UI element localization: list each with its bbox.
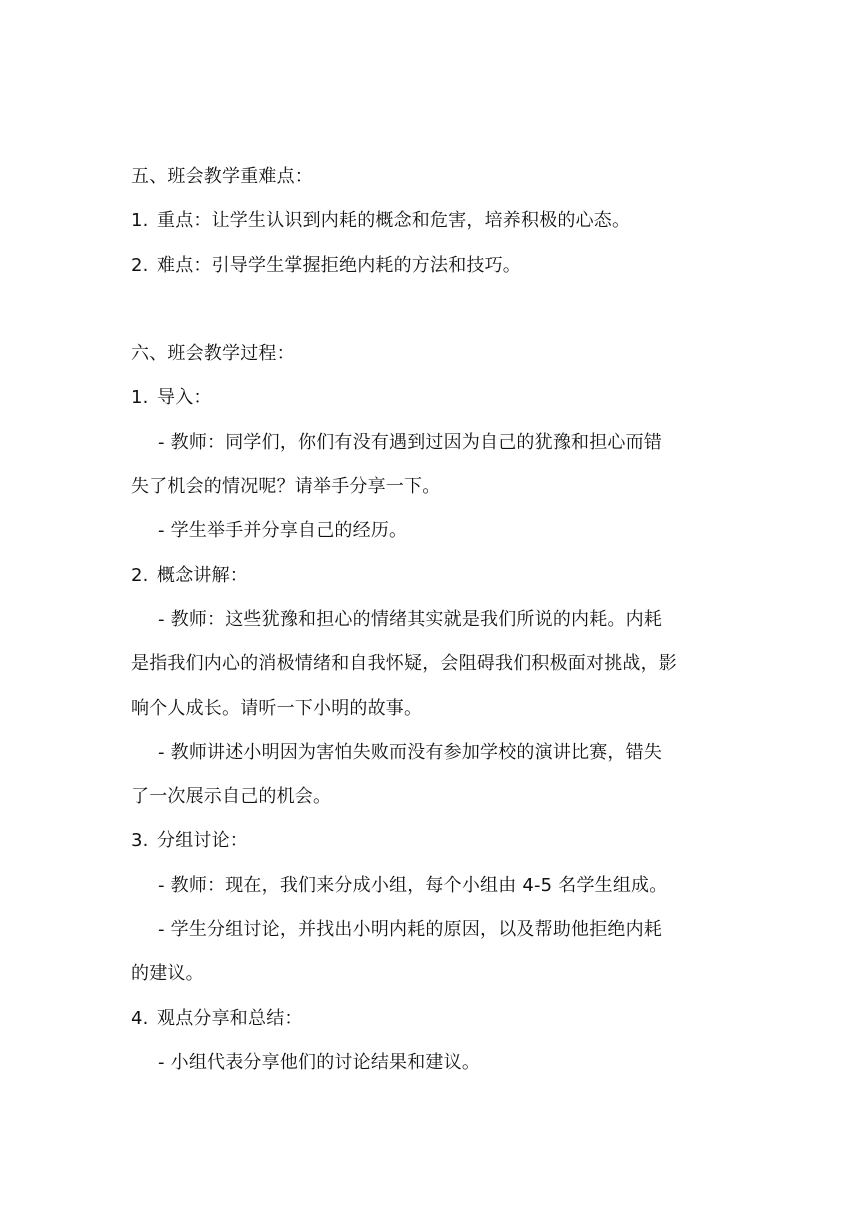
list-number: 2.	[131, 254, 149, 276]
paragraph-line: - 教师：同学们，你们有没有遇到过因为自己的犹豫和担心而错	[158, 431, 663, 453]
paragraph-line: 的建议。	[131, 963, 204, 985]
paragraph-line: 失了机会的情况呢？请举手分享一下。	[131, 476, 441, 498]
paragraph-line: 是指我们内心的消极情绪和自我怀疑，会阻碍我们积极面对挑战，影	[131, 653, 677, 675]
document-body	[131, 155, 731, 1085]
list-number: 4.	[131, 1007, 149, 1029]
step-title-text: 观点分享和总结：	[157, 1007, 303, 1029]
list-number: 1.	[131, 387, 149, 409]
paragraph-line: - 学生分组讨论，并找出小明内耗的原因，以及帮助他拒绝内耗	[158, 919, 663, 941]
step-title-text: 分组讨论：	[157, 830, 248, 852]
list-item	[131, 244, 731, 288]
step-title-1	[131, 376, 731, 420]
paragraph-line: 了一次展示自己的机会。	[131, 786, 332, 808]
section-heading-6: 六、班会教学过程：	[131, 343, 295, 365]
step-title-text: 概念讲解：	[157, 564, 248, 586]
paragraph-line: 响个人成长。请听一下小明的故事。	[131, 697, 423, 719]
step-title-4	[131, 997, 731, 1041]
step-title-text: 导入：	[157, 387, 212, 409]
list-number: 3.	[131, 830, 149, 852]
list-text: 重点：让学生认识到内耗的概念和危害，培养积极的心态。	[157, 210, 631, 232]
blank-line	[131, 288, 731, 332]
step-title-2	[131, 554, 731, 598]
paragraph-line: - 教师讲述小明因为害怕失败而没有参加学校的演讲比赛，错失	[158, 741, 663, 763]
section-heading-5: 五、班会教学重难点：	[131, 166, 313, 187]
paragraph-line: - 小组代表分享他们的讨论结果和建议。	[158, 1051, 481, 1073]
list-number: 2.	[131, 564, 149, 586]
list-text: 难点：引导学生掌握拒绝内耗的方法和技巧。	[157, 254, 521, 276]
step-title-3	[131, 819, 731, 863]
paragraph-line: - 教师：这些犹豫和担心的情绪其实就是我们所说的内耗。内耗	[158, 608, 663, 630]
paragraph-line: - 学生举手并分享自己的经历。	[158, 520, 408, 542]
paragraph-line: - 教师：现在，我们来分成小组，每个小组由 4-5 名学生组成。	[158, 874, 668, 896]
list-item	[131, 199, 731, 243]
list-number: 1.	[131, 210, 149, 232]
